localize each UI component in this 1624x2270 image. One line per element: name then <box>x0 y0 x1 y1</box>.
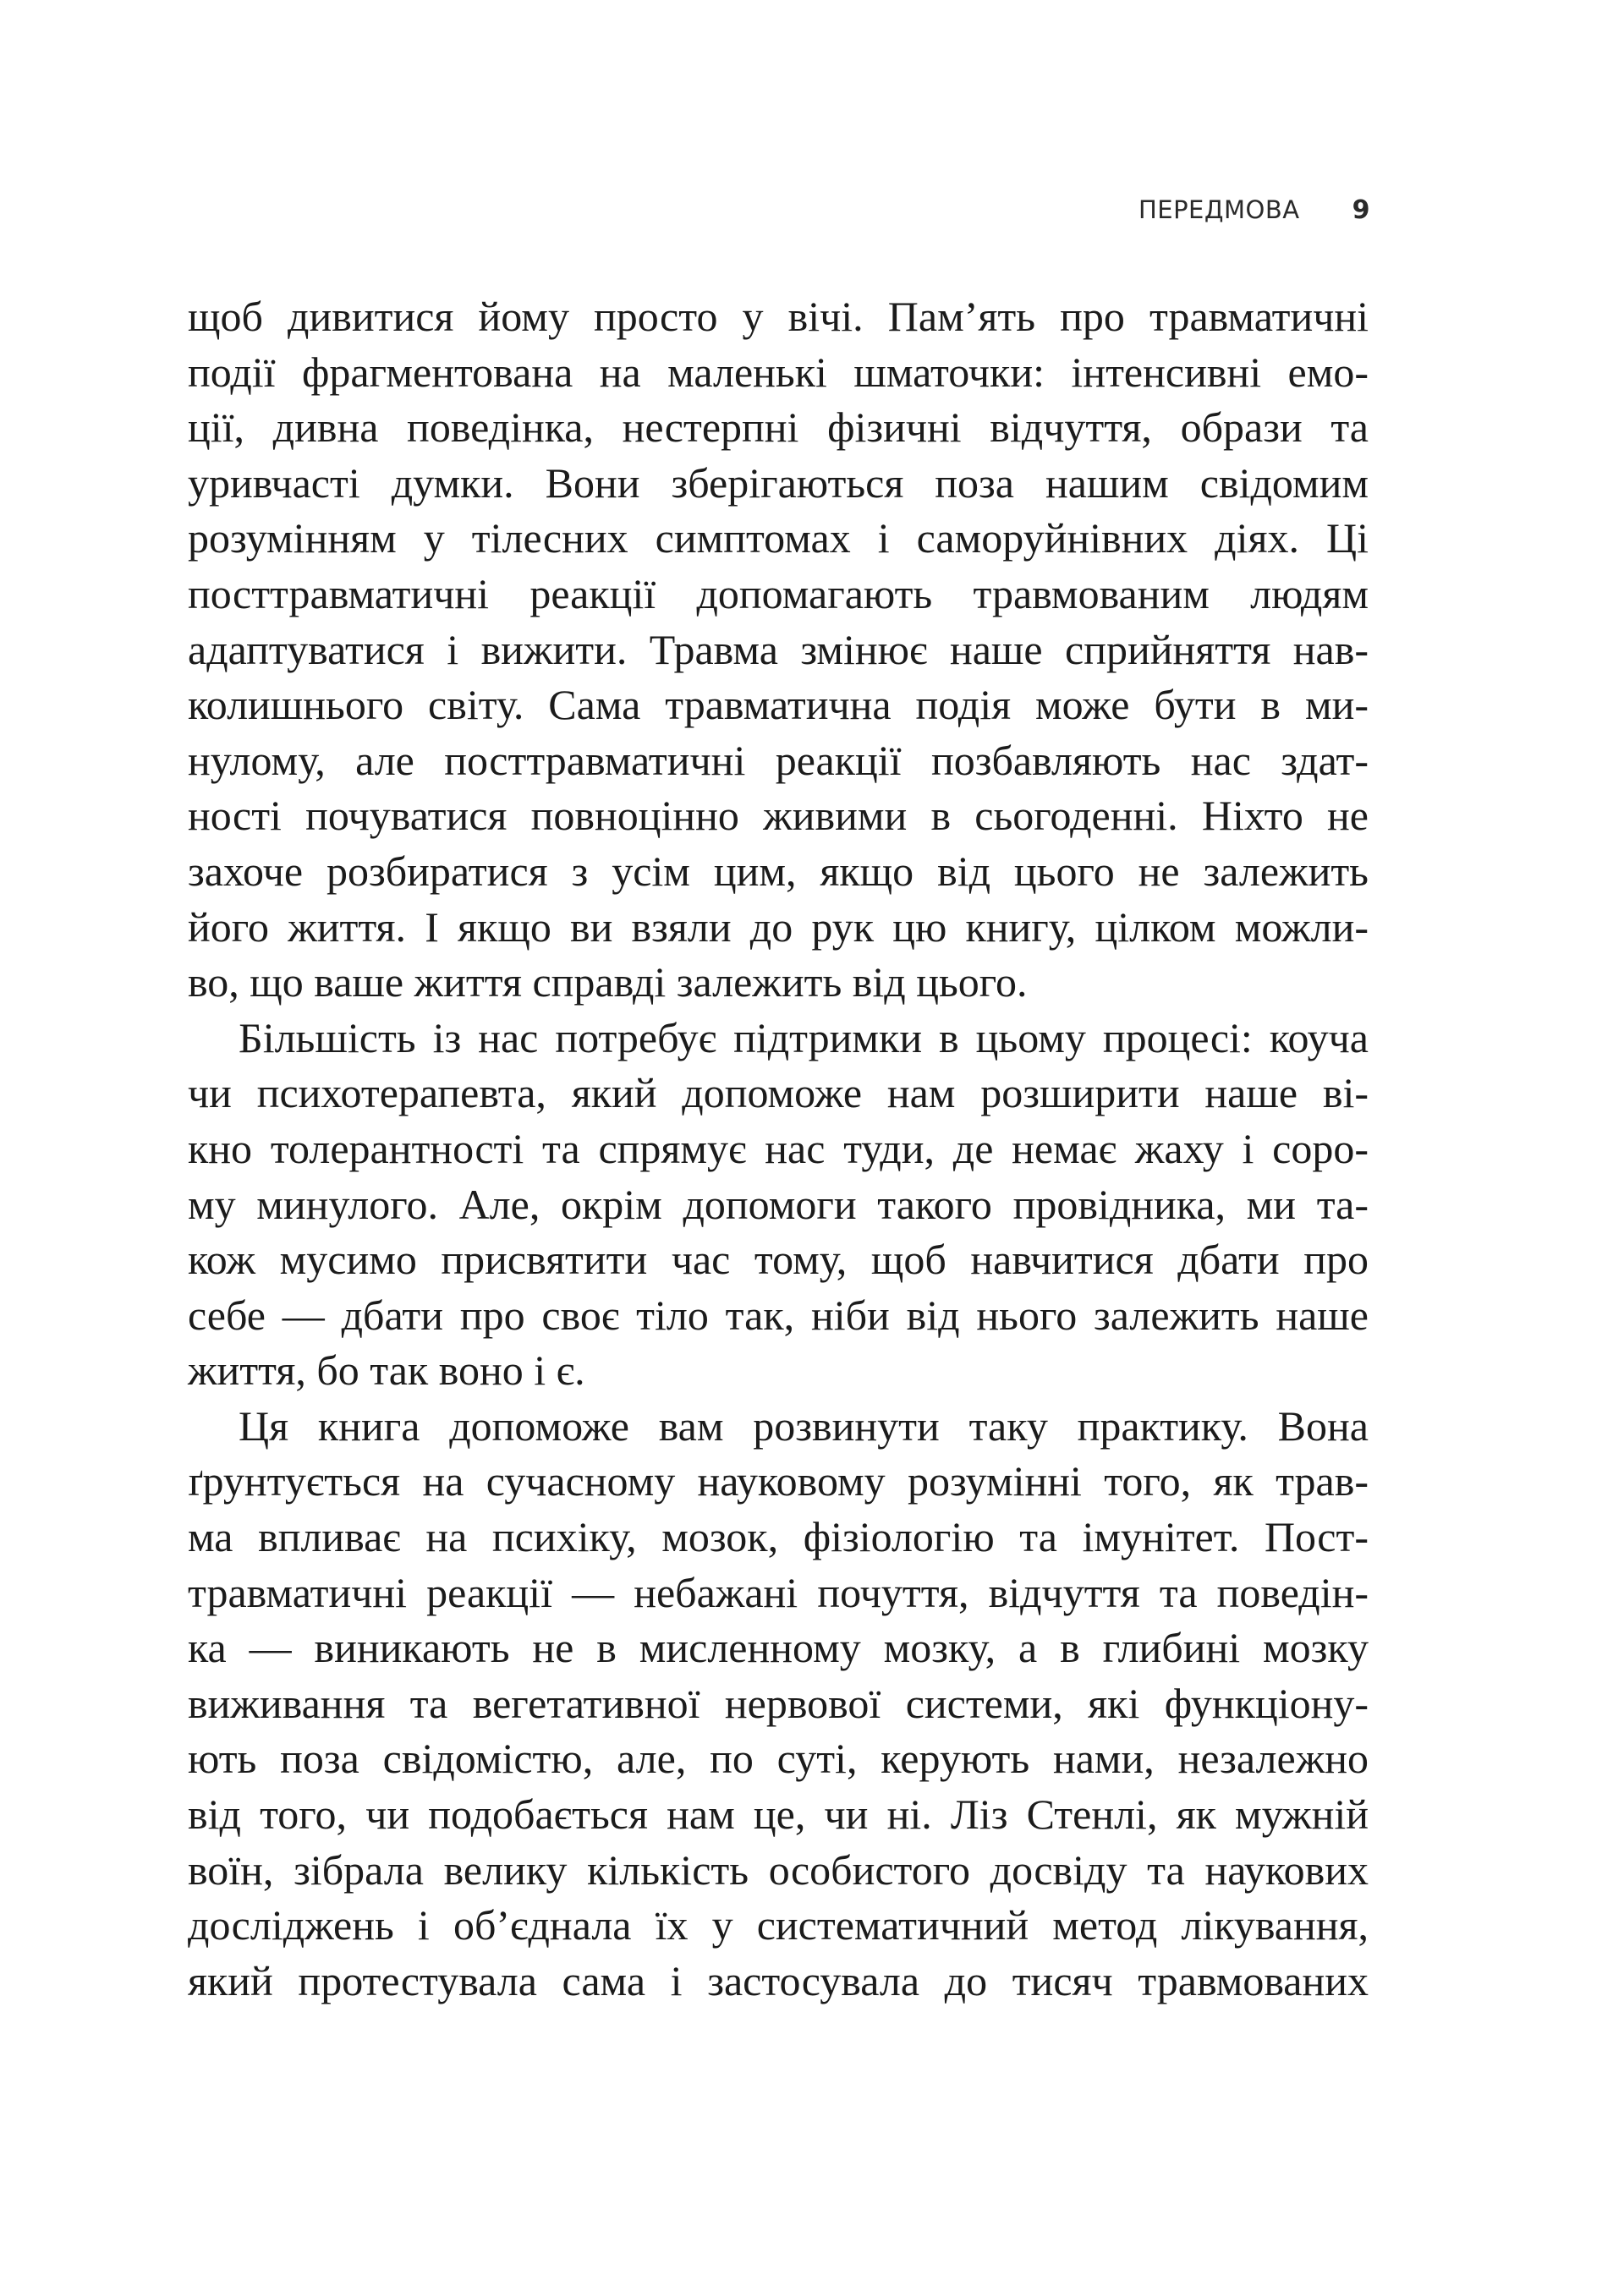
text-line: кно толерантності та спрямує нас туди, де немає жаху і соро- <box>188 1124 1369 1172</box>
text-line: ції, дивна поведінка, нестерпні фізичні відчуття, образи та <box>188 403 1369 452</box>
text-line: ма впливає на психіку, мозок, фізіологію та імунітет. Пост- <box>188 1513 1369 1561</box>
text-line: ності почуватися повноцінно живими в сьогоденні. Ніхто не <box>188 792 1369 840</box>
text-line: уривчасті думки. Вони зберігаються поза нашим свідомим <box>188 458 1369 507</box>
text-line: чи психотерапевта, який допоможе нам розширити наше ві- <box>188 1069 1369 1117</box>
text-line: колишнього світу. Сама травматична подія може бути в ми- <box>188 681 1369 729</box>
text-line: ють поза свідомістю, але, по суті, керують нами, незалежно <box>188 1735 1369 1783</box>
running-head <box>1125 193 1370 227</box>
text-line: посттравматичні реакції допомагають травмованим людям <box>188 569 1369 617</box>
text-line: травматичні реакції — небажані почуття, відчуття та поведін- <box>188 1568 1369 1616</box>
text-line: кож мусимо присвятити час тому, щоб навчитися дбати про <box>188 1236 1369 1284</box>
body-text <box>188 289 1369 2009</box>
page-number: 9 <box>1352 195 1370 225</box>
text-line: себе — дбати про своє тіло так, ніби від нього залежить наше <box>188 1291 1369 1339</box>
section-title: ПЕРЕДМОВА <box>1138 195 1300 224</box>
text-line: розумінням у тілесних симптомах і саморуйнівних діях. Ці <box>188 514 1369 562</box>
text-line: во, що ваше життя справді залежить від цього. <box>188 958 1028 1006</box>
text-line: від того, чи подобається нам це, чи ні. Ліз Стенлі, як мужній <box>188 1790 1369 1839</box>
text-line: Ця книга допоможе вам розвинути таку практику. Вона <box>239 1401 1369 1450</box>
text-line: захоче розбиратися з усім цим, якщо від цього не залежить <box>188 847 1369 895</box>
text-line: ка — виникають не в мисленному мозку, а в глибині мозку <box>188 1624 1369 1672</box>
text-line: нулому, але посттравматичні реакції позбавляють нас здат- <box>188 736 1369 784</box>
text-line: ґрунтується на сучасному науковому розумінні того, як трав- <box>188 1457 1369 1505</box>
text-line: події фрагментована на маленькі шматочки: інтенсивні емо- <box>188 348 1369 396</box>
text-line: му минулого. Але, окрім допомоги такого провідника, ми та- <box>188 1180 1369 1228</box>
text-line: який протестувала сама і застосувала до тисяч травмованих <box>188 1956 1369 2004</box>
text-line: виживання та вегетативної нервової системи, які функціону- <box>188 1679 1369 1727</box>
text-line: щоб дивитися йому просто у вічі. Пам’ять про травматичні <box>188 293 1369 340</box>
text-line: його життя. І якщо ви взяли до рук цю книгу, цілком можли- <box>188 902 1369 951</box>
text-line: адаптуватися і вижити. Травма змінює наше сприйняття нав- <box>188 625 1369 673</box>
text-line: життя, бо так воно і є. <box>188 1346 585 1395</box>
text-line: Більшість із нас потребує підтримки в цьому процесі: коуча <box>239 1013 1369 1061</box>
text-line: воїн, зібрала велику кількість особистого досвіду та наукових <box>188 1845 1369 1894</box>
text-line: досліджень і об’єднала їх у систематичний метод лікування, <box>188 1901 1369 1949</box>
